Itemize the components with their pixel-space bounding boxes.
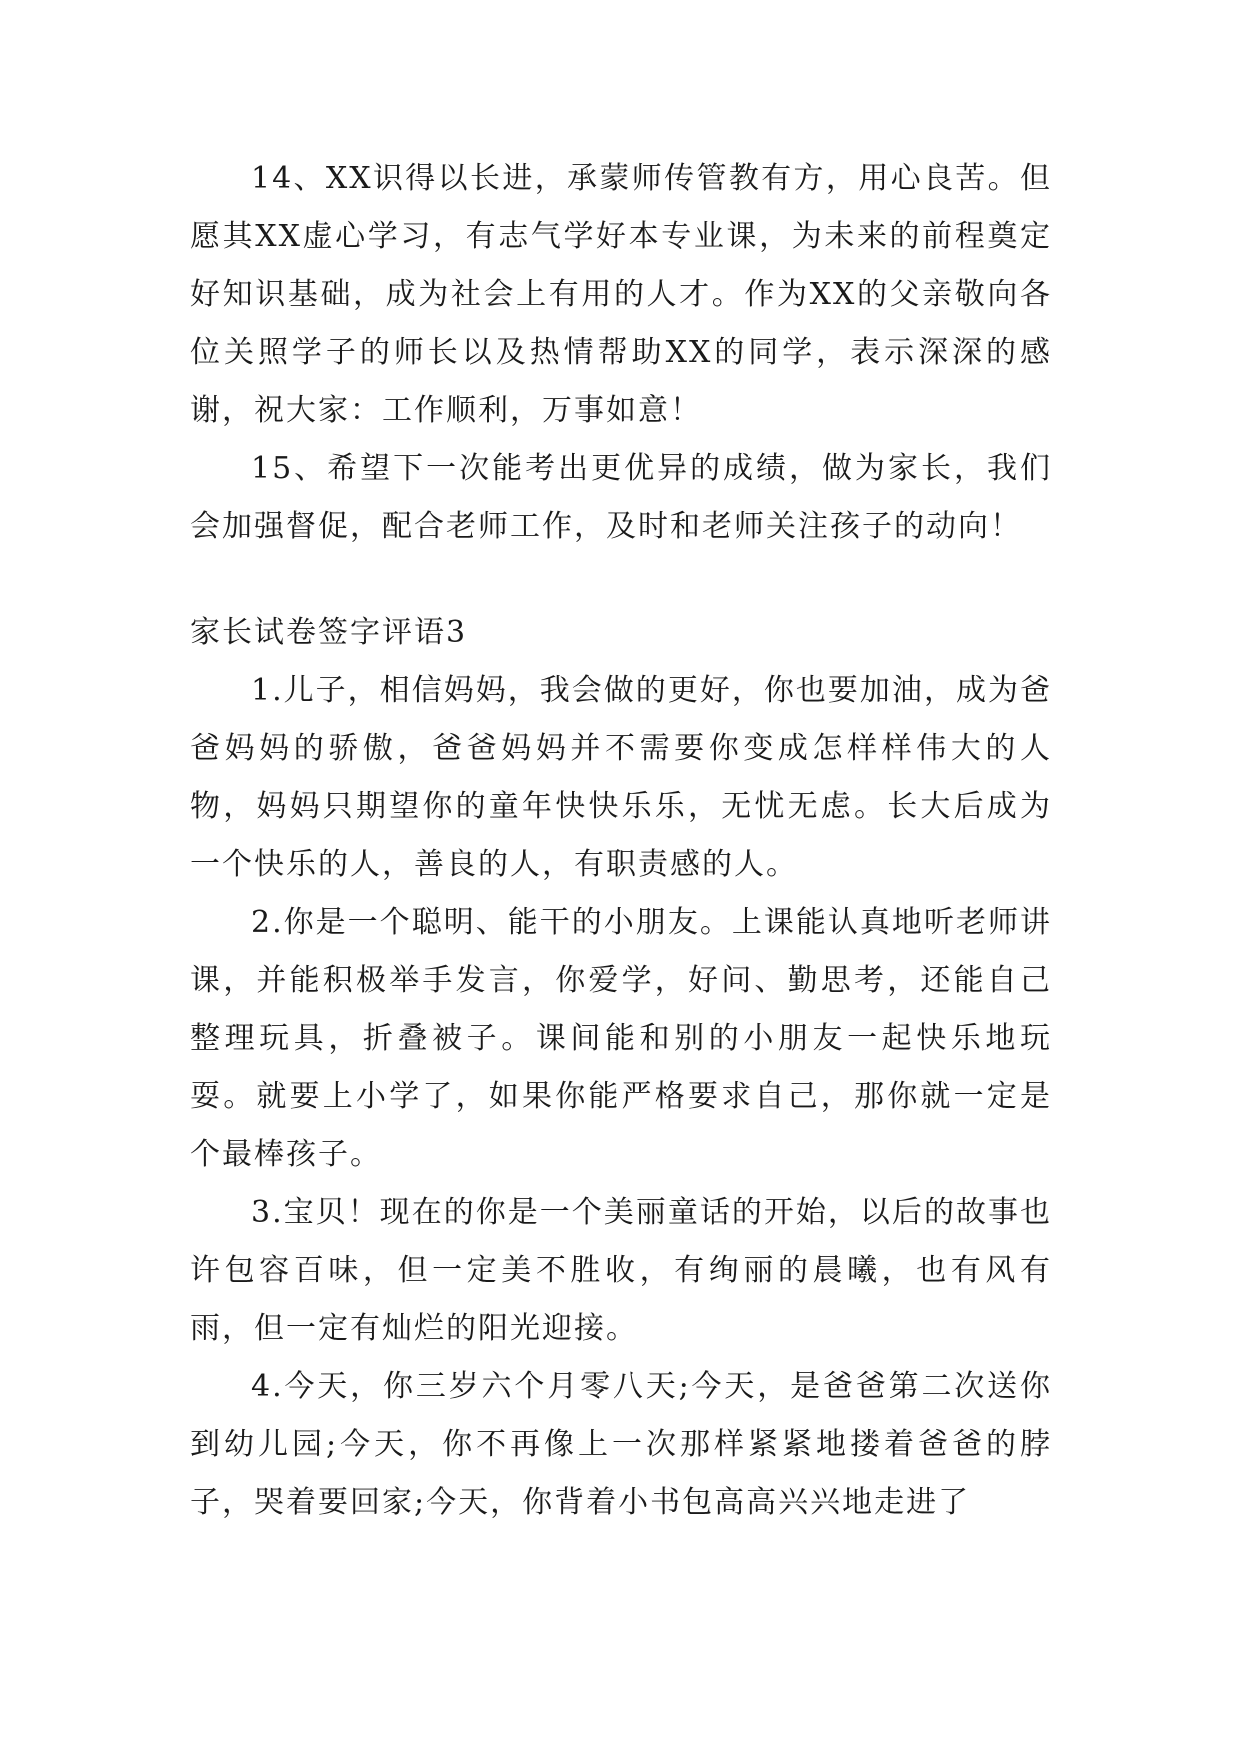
paragraph-4: 4.今天，你三岁六个月零八天;今天，是爸爸第二次送你到幼儿园;今天，你不再像上一次那样紧紧地搂着爸爸的脖子，哭着要回家;今天，你背着小书包高高兴兴地走进了 — [190, 1369, 1052, 1520]
paragraph-1: 1.儿子，相信妈妈，我会做的更好，你也要加油，成为爸爸妈妈的骄傲，爸爸妈妈并不需要你变成怎样样伟大的人物，妈妈只期望你的童年快快乐乐，无忧无虑。长大后成为一个快乐的人，善良的人，有职责感的人。 — [190, 673, 1052, 882]
paragraph-3: 3.宝贝！现在的你是一个美丽童话的开始，以后的故事也许包容百味，但一定美不胜收，有绚丽的晨曦，也有风有雨，但一定有灿烂的阳光迎接。 — [190, 1195, 1052, 1346]
paragraph-14: 14、XX识得以长进，承蒙师传管教有方，用心良苦。但愿其XX虚心学习，有志气学好本专业课，为未来的前程奠定好知识基础，成为社会上有用的人才。作为XX的父亲敬向各位关照学子的师长以及热情帮助XX的同学，表示深深的感谢，祝大家：工作顺利，万事如意！ — [190, 161, 1052, 428]
section-heading: 家长试卷签字评语3 — [190, 615, 468, 650]
document-body — [190, 150, 1052, 1532]
paragraph-2: 2.你是一个聪明、能干的小朋友。上课能认真地听老师讲课，并能积极举手发言，你爱学，好问、勤思考，还能自己整理玩具，折叠被子。课间能和别的小朋友一起快乐地玩耍。就要上小学了，如果你能严格要求自己，那你就一定是个最棒孩子。 — [190, 905, 1052, 1172]
paragraph-15: 15、希望下一次能考出更优异的成绩，做为家长，我们会加强督促，配合老师工作，及时和老师关注孩子的动向！ — [190, 451, 1052, 544]
